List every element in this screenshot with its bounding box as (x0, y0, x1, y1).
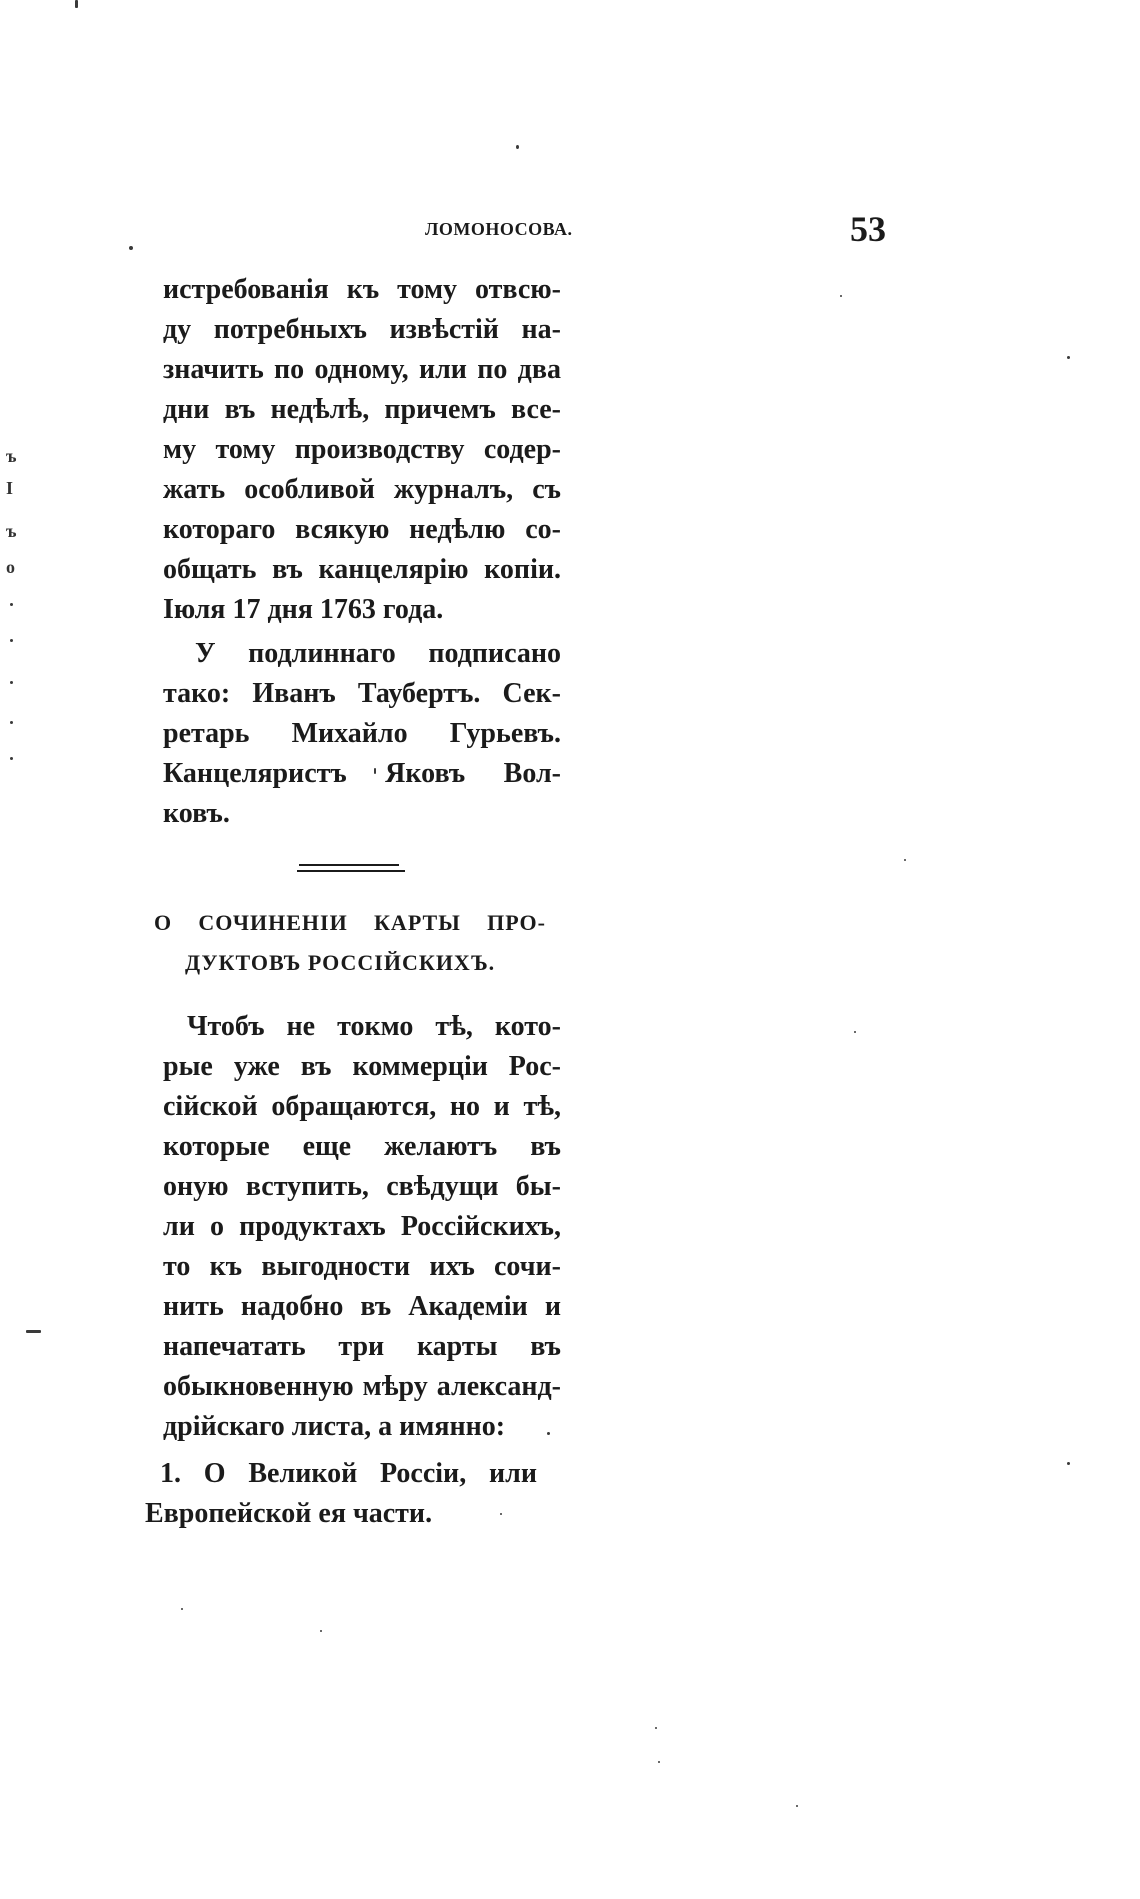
word: тѣ, (435, 1011, 473, 1042)
text-line (163, 1367, 561, 1407)
scan-speck (129, 246, 133, 250)
word: дни (163, 394, 210, 425)
word: тако: (163, 678, 231, 709)
word: сійской (163, 1091, 258, 1122)
word: обращаются, (271, 1091, 437, 1122)
decree-paragraph-1 (163, 270, 561, 630)
word: то (163, 1251, 191, 1282)
word: Чтобъ (187, 1011, 265, 1042)
page-number: 53 (850, 209, 886, 249)
word: му (163, 434, 197, 465)
text-line (145, 1454, 537, 1494)
section-list-item-1 (145, 1454, 537, 1534)
word: котораго (163, 514, 276, 545)
text-line (163, 430, 561, 470)
divider-rule-bottom (297, 870, 405, 872)
margin-fragment: І (6, 478, 14, 498)
text-line (163, 1207, 561, 1247)
heading-line (154, 903, 546, 943)
word: уже (233, 1051, 280, 1082)
word: сочи- (494, 1251, 561, 1282)
scan-speck (10, 603, 13, 606)
word: вступить, (245, 1171, 369, 1202)
scan-speck (181, 1608, 183, 1610)
scan-speck (10, 721, 13, 724)
word: КАРТЫ (373, 910, 461, 935)
scan-speck (840, 295, 842, 297)
word: подписано (428, 638, 561, 669)
word: тѣ, (523, 1091, 561, 1122)
word: Рос- (508, 1051, 561, 1082)
word: токмо (337, 1011, 414, 1042)
word: значить (163, 354, 264, 385)
word: нить (163, 1291, 224, 1322)
scan-speck (374, 768, 376, 774)
word: мѣру (362, 1371, 428, 1402)
word: Гурьевъ. (449, 718, 561, 749)
word: Россіи, (380, 1458, 467, 1489)
word: обыкновенную (163, 1371, 354, 1402)
word: карты (416, 1331, 498, 1362)
word: тому (397, 274, 458, 305)
word: надобно (240, 1291, 344, 1322)
scan-speck (516, 145, 519, 149)
text-line (163, 1127, 561, 1167)
text-line (163, 1327, 561, 1367)
word: Таубертъ. (357, 678, 481, 709)
word: жать (163, 474, 226, 505)
scan-speck (1067, 1462, 1070, 1465)
word: Иванъ (252, 678, 336, 709)
section-paragraph-1 (163, 1007, 561, 1447)
scan-speck (1067, 356, 1070, 359)
word: два (517, 354, 561, 385)
word: О (154, 910, 173, 935)
word: александ- (436, 1371, 561, 1402)
scan-speck (658, 1761, 660, 1763)
word: выгодности (261, 1251, 411, 1282)
scan-speck (904, 859, 906, 861)
scan-speck (26, 1330, 41, 1333)
word: и (544, 1291, 561, 1322)
word: недѣлѣ, (270, 394, 370, 425)
word: содер- (483, 434, 561, 465)
margin-fragment: ъ (6, 521, 17, 541)
word: ду (163, 314, 192, 345)
word: оную (163, 1171, 229, 1202)
divider-rule-top (299, 864, 399, 866)
word: желаютъ (384, 1131, 498, 1162)
date-line: Іюля 17 дня 1763 года. (163, 594, 444, 625)
scan-speck (10, 681, 13, 684)
word: и (493, 1091, 510, 1122)
scan-speck (547, 1432, 550, 1435)
heading-line: ДУКТОВЪ РОССІЙСКИХЪ. (185, 950, 496, 975)
word: ретарь (163, 718, 250, 749)
text-line (163, 310, 561, 350)
scan-speck (320, 1630, 322, 1632)
word: потребныхъ (213, 314, 367, 345)
section-heading (154, 903, 546, 983)
word: недѣлю (409, 514, 506, 545)
scan-speck (10, 757, 13, 760)
word: на- (521, 314, 561, 345)
word: по (477, 354, 508, 385)
word: Яковъ (385, 758, 466, 789)
word: или (418, 354, 467, 385)
word: три (338, 1331, 385, 1362)
word: тому (215, 434, 276, 465)
word: СОЧИНЕНІИ (198, 910, 348, 935)
word: ли (163, 1211, 195, 1242)
word: подлиннаго (248, 638, 396, 669)
text-line (163, 350, 561, 390)
word: Россійскихъ, (400, 1211, 561, 1242)
word: ПРО- (487, 910, 546, 935)
text-line: ковъ. (163, 798, 230, 829)
word: У (195, 638, 216, 669)
word: свѣдущи (386, 1171, 499, 1202)
word: въ (530, 1331, 561, 1362)
word: рые (163, 1051, 213, 1082)
text-line (163, 1047, 561, 1087)
section-divider (297, 864, 407, 874)
text-line (163, 634, 561, 674)
margin-fragment: ъ (6, 446, 17, 466)
word: копіи. (484, 554, 561, 585)
text-line (163, 1087, 561, 1127)
word: все- (511, 394, 561, 425)
word: напечатать (163, 1331, 306, 1362)
word: бы- (515, 1171, 561, 1202)
text-line (163, 1007, 561, 1047)
word: къ (209, 1251, 243, 1282)
word: въ (272, 554, 303, 585)
word: Академіи (408, 1291, 528, 1322)
word: Великой (248, 1458, 358, 1489)
word: къ (346, 274, 380, 305)
word: особливой (244, 474, 375, 505)
word: въ (530, 1131, 561, 1162)
word: О (203, 1458, 226, 1489)
text-line (163, 1167, 561, 1207)
word: Сек- (502, 678, 561, 709)
word: отвсю- (475, 274, 561, 305)
word: въ (300, 1051, 332, 1082)
word: со- (525, 514, 561, 545)
text-line (163, 1287, 561, 1327)
text-line (163, 470, 561, 510)
word: истребованія (163, 274, 329, 305)
word: еще (302, 1131, 352, 1162)
text-line (163, 270, 561, 310)
text-line (163, 1247, 561, 1287)
signatures-paragraph (163, 634, 561, 834)
word: но (449, 1091, 481, 1122)
scan-speck (796, 1805, 798, 1807)
word: съ (532, 474, 561, 505)
word: въ (224, 394, 256, 425)
word: извѣстій (389, 314, 499, 345)
word: общать (163, 554, 257, 585)
text-line (163, 714, 561, 754)
word: кото- (494, 1011, 561, 1042)
scan-speck (854, 1031, 856, 1033)
text-line (163, 754, 561, 794)
word: о (210, 1211, 224, 1242)
text-line (163, 510, 561, 550)
word: продуктахъ (239, 1211, 386, 1242)
margin-fragment: о (6, 557, 15, 577)
word: производству (294, 434, 465, 465)
word: 1. (160, 1458, 181, 1489)
text-line (163, 550, 561, 590)
word: Канцеляристъ (163, 758, 347, 789)
word: Михайло (291, 718, 408, 749)
word: въ (360, 1291, 392, 1322)
text-line: Европейской ея части. (145, 1498, 433, 1529)
word: всякую (295, 514, 390, 545)
word: которые (163, 1131, 270, 1162)
scan-speck (655, 1727, 657, 1729)
text-line: дрійскаго листа, а имянно: (163, 1411, 506, 1442)
word: не (286, 1011, 316, 1042)
word: причемъ (384, 394, 496, 425)
word: Вол- (503, 758, 561, 789)
text-line (163, 674, 561, 714)
word: канцелярію (318, 554, 469, 585)
word: коммерціи (352, 1051, 488, 1082)
word: журналъ, (393, 474, 514, 505)
text-line (163, 390, 561, 430)
running-head-title: ЛОМОНОСОВА. (425, 219, 573, 239)
word: по (274, 354, 305, 385)
scan-speck (75, 0, 78, 8)
scan-speck (10, 639, 13, 642)
word: одному, (314, 354, 409, 385)
word: или (489, 1458, 537, 1489)
word: ихъ (429, 1251, 475, 1282)
scan-speck (500, 1513, 502, 1515)
